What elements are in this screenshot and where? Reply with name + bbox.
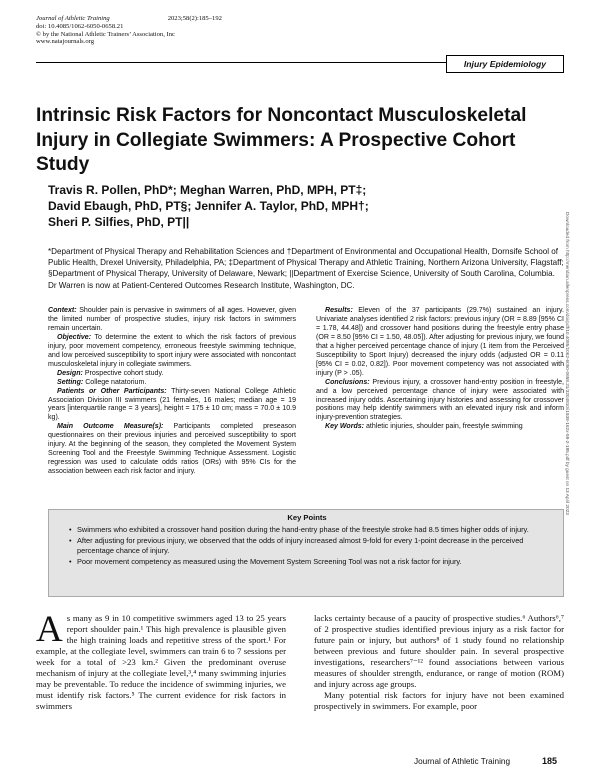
text: Swimmers who exhibited a crossover hand position during the hand-entry phase of the freestyle stroke had 8.5 times higher odds of injury.: [77, 525, 529, 535]
body-right-column: [314, 613, 564, 712]
label: Results:: [325, 307, 353, 314]
abstract-results: [316, 307, 564, 379]
author-list: [48, 182, 568, 231]
key-points-box: [48, 509, 564, 597]
label: Patients or Other Participants:: [57, 387, 167, 395]
text: Prospective cohort study.: [84, 369, 164, 377]
abstract-left-column: [48, 307, 296, 477]
copyright: © by the National Athletic Trainers’ Association, Inc: [36, 30, 175, 38]
author-line: Travis R. Pollen, PhD*; Meghan Warren, PhD, MPH, PT‡;: [48, 183, 367, 197]
text: Eleven of the 37 participants (29.7%) sustained an injury. Univariate analyses identified 2 risk factors: previous injury (OR = 8.89 [95% CI = 1.78, 44.48]) and crossover hand positions during the freestyle entry phase (OR = 8.50 [95% CI = 1.50, 48.05]). After adjusting for previous injury, we found that a higher perceived percentage chance of injury (1 item from the Perceived Susceptibility to Sport Injury) decreased the injury odds (adjusted OR = 0.11 [95% CI = 0.02, 0.82]). Poor movement competency was not associated with injury (P > .05).: [316, 307, 564, 377]
label: Key Words:: [325, 423, 365, 431]
abstract-conclusions: [316, 379, 564, 424]
journal-name: Journal of Athletic Training: [36, 15, 110, 22]
text: Previous injury, a crossover hand-entry position in freestyle, and a low perceived percentage chance of injury were associated with increased injury odds. Ascertaining injury histories and assessing for crossover positions may help identify swimmers with an elevated injury risk and inform injury-prevention strategies.: [316, 378, 564, 422]
key-points-heading: Key Points: [287, 513, 327, 522]
abstract-setting: [48, 379, 296, 388]
journal-header: [36, 15, 276, 46]
bullet-icon: •: [69, 536, 72, 546]
text: s many as 9 in 10 competitive swimmers aged 13 to 25 years report shoulder pain.¹ This high prevalence is plausible given the high training loads and repetitive stress of the sport.¹ For example, at the collegiate level, swimmers can train 6 to 7 sessions per week for a total of >23 km.² Given the predominant overuse mechanism of injury at the collegiate level,³,⁴ many swimming injuries may be preventable. To reduce the incidence of swimming injuries, we must identify risk factors.⁵ The current evidence for risk factors in swimmers: [36, 613, 286, 712]
abstract-keywords: [316, 423, 564, 432]
text: Shoulder pain is pervasive in swimmers of all ages. However, given the limited number of prospective studies, injury risk factors in swimmers remain uncertain.: [48, 307, 297, 332]
author-line: Sheri P. Silfies, PhD, PT||: [48, 215, 190, 230]
page-number: 185: [542, 756, 558, 766]
text: College natatorium.: [85, 378, 147, 386]
section-label: Injury Epidemiology: [446, 55, 564, 73]
drop-cap: A: [36, 609, 63, 650]
paragraph: lacks certainty because of a paucity of prospective studies.⁶ Authors⁶,⁷ of 2 prospective studies identified previous injury as a risk factor for future pain or injury, but authors⁸ of 1 study found no relationship between previous and future shoulder pain. In several prospective investigations, researchers⁷⁻¹² found associations between various measures of shoulder strength, endurance, or range of motion (ROM) and injury across age groups.: [314, 613, 564, 690]
list-item: [69, 536, 553, 555]
author-line: David Ebaugh, PhD, PT§; Jennifer A. Taylor, PhD, MPH†;: [48, 199, 369, 214]
bullet-icon: •: [69, 525, 72, 535]
text: Poor movement competency as measured using the Movement System Screening Tool was not a risk factor for injury.: [77, 556, 462, 566]
text: Participants completed preseason questionnaires on their previous injuries and perceived susceptibility to sport injury. At the beginning of the season, they completed the Movement System Screening Tool and the Freestyle Swimming Technique Assessment. Logistic regression was used to calculate odds ratios (ORs) with 95% CIs for the association between each risk factor and injury.: [48, 423, 296, 476]
text: After adjusting for previous injury, we observed that the odds of injury increased almost 9-fold for every 1-point decrease in the perceived percentage chance of injury.: [77, 536, 524, 555]
abstract-measures: [48, 423, 296, 477]
article-title: Intrinsic Risk Factors for Noncontact Musculoskeletal Injury in Collegiate Swimmers: A Prospective Cohort Study: [36, 105, 527, 175]
text: To determine the extent to which the risk factors of previous injury, poor movement competency, erroneous freestyle swimming technique, and low perceived susceptibility to sport injury were associated with noncontact musculoskeletal injury in collegiate swimmers.: [48, 333, 296, 368]
bullet-icon: •: [69, 556, 72, 566]
doi: doi: 10.4085/1062-6050-0658.21: [36, 22, 124, 30]
citation: 2023;58(2):185–192: [167, 15, 222, 22]
abstract-right-column: [316, 307, 564, 432]
body-left-column: [36, 609, 286, 712]
list-item: [69, 557, 553, 566]
footer-journal: Journal of Athletic Training: [414, 757, 511, 766]
paragraph: [36, 609, 286, 712]
journal-url: www.natajournals.org: [36, 38, 95, 46]
abstract-design: [48, 370, 296, 379]
download-watermark: Downloaded from http://meridian.allenpress.com/doi/pdf/10.4085/1062-6050-0658.21/3204810/i1938-162x-58-2-185.pdf by guest on 13 April 2023: [565, 212, 570, 515]
abstract-participants: [48, 388, 296, 424]
text: Thirty-seven National College Athletic Association Division III swimmers (21 females, 16 males; median age = 19 years [interquartile range = 3 years], height = 175 ± 10 cm; mass = 70.0 ± 10.9 kg).: [48, 387, 296, 422]
list-item: [69, 525, 553, 534]
label: Objective:: [57, 333, 92, 341]
label: Setting:: [57, 378, 84, 386]
label: Conclusions:: [325, 378, 370, 386]
label: Main Outcome Measure(s):: [57, 423, 164, 431]
text: athletic injuries, shoulder pain, freestyle swimming: [366, 423, 523, 431]
label: Design:: [57, 369, 83, 377]
abstract-context: [48, 307, 296, 334]
affiliations: *Department of Physical Therapy and Rehabilitation Sciences and †Department of Environmental and Occupational Health, Dornsife School of Public Health, Drexel University, Philadelphia, PA; ‡Department of Physical Therapy and Athletic Training, Northern Arizona University, Flagstaff; §Department of Physical Therapy, University of Delaware, Newark; ||Department of Exercise Science, University of South Carolina, Columbia. Dr Warren is now at Patient-Centered Outcomes Research Institute, Washington, DC.: [48, 247, 564, 290]
journal-name-line: [36, 15, 276, 23]
key-points-list: [61, 525, 553, 566]
abstract-objective: [48, 334, 296, 370]
label: Context:: [48, 307, 77, 314]
paragraph: Many potential risk factors for injury have not been examined prospectively in swimmers. For example, poor: [314, 690, 564, 712]
